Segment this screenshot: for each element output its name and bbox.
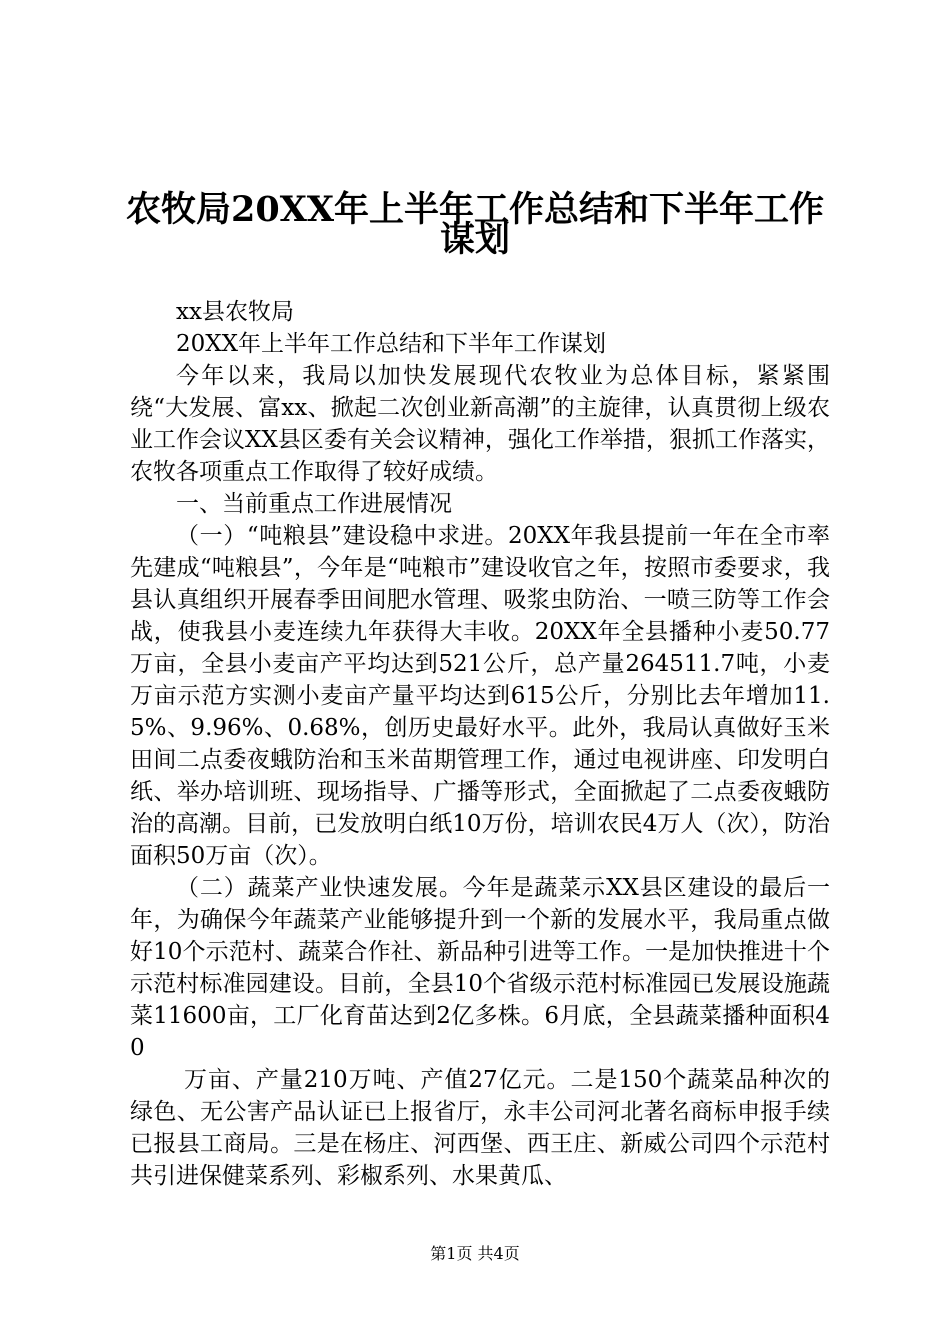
document-title-line-2: 谋划 xyxy=(439,219,510,260)
paragraph-vegetables: （二）蔬菜产业快速发展。今年是蔬菜示XX县区建设的最后一年，为确保今年蔬菜产业能够提升到一个新的发展水平，我局重点做好10个示范村、蔬菜合作社、新品种引进等工作。一是加快推进十个示范村标准园建设。目前，全县10个省级示范村标准园已发展设施蔬菜11600亩，工厂化育苗达到2亿多株。6月底，全县蔬菜播种面积40 xyxy=(130,875,830,1061)
document-body xyxy=(130,296,830,1192)
document-title-line-1: 农牧局20XX年上半年工作总结和下半年工作 xyxy=(125,189,825,230)
page-number: 第1页 共4页 xyxy=(430,1244,520,1263)
intro-paragraph: 今年以来，我局以加快发展现代农牧业为总体目标，紧紧围绕“大发展、富xx、掀起二次创业新高潮”的主旋律，认真贯彻上级农业工作会议XX县区委有关会议精神，强化工作举措，狠抓工作落实，农牧各项重点工作取得了较好成绩。 xyxy=(130,363,830,485)
section-heading: 一、当前重点工作进展情况 xyxy=(176,491,452,517)
paragraph-vegetables-continued: 万亩、产量210万吨、产值27亿元。二是150个蔬菜品种次的绿色、无公害产品认证已上报省厅，永丰公司河北著名商标申报手续已报县工商局。三是在杨庄、河西堡、西王庄、新威公司四个示范村共引进保健菜系列、彩椒系列、水果黄瓜、 xyxy=(130,1067,830,1189)
subtitle-line: 20XX年上半年工作总结和下半年工作谋划 xyxy=(176,331,607,357)
paragraph-grain: （一）“吨粮县”建设稳中求进。20XX年我县提前一年在全市率先建成“吨粮县”，今年是“吨粮市”建设收官之年，按照市委要求，我县认真组织开展春季田间肥水管理、吸浆虫防治、一喷三防等工作会战，使我县小麦连续九年获得大丰收。20XX年全县播种小麦50.77万亩，全县小麦亩产平均达到521公斤，总产量264511.7吨，小麦万亩示范方实测小麦亩产量平均达到615公斤，分别比去年增加11.5%、9.96%、0.68%，创历史最好水平。此外，我局认真做好玉米田间二点委夜蛾防治和玉米苗期管理工作，通过电视讲座、印发明白纸、举办培训班、现场指导、广播等形式，全面掀起了二点委夜蛾防治的高潮。目前，已发放明白纸10万份，培训农民4万人（次），防治面积50万亩（次）。 xyxy=(130,523,830,869)
author-line: xx县农牧局 xyxy=(176,299,294,325)
